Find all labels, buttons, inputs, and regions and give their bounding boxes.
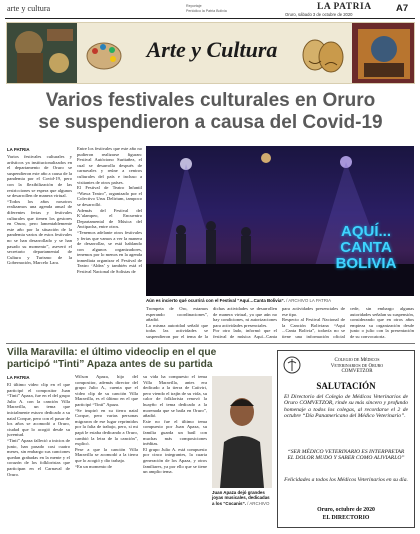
section-divider bbox=[6, 343, 415, 344]
main-headline-line2: se suspendieron a causa del Covid-19 bbox=[38, 112, 383, 133]
section-label: arte y cultura bbox=[7, 4, 51, 13]
article1-byline: LA PATRIA bbox=[7, 147, 30, 152]
article1-col1: Varios festivales culturales y artísticos ya institucionalizados en el departamento de Oruro se suspendieron este año a causa de la pandemia por el Covid-19, pero con la flexibilización de las restricciones se espera que algunos se desarrollen de manera virtual. “Todos los años nosotros realizamos una agenda anual de diferentes ferias y festivales culturales que tienen los gestores en Oruro, pero lamentablemente este año por la situación de la pandemia varios de estos festivales no se han desarrollado y se han pasado su momento”, aseveró el secretario departamental de Cultura y Turismo de la Gobernación, Marcelo Lara. bbox=[7, 154, 72, 266]
article2-headline-line2: participó “Tinti” Apaza antes de su partida bbox=[7, 359, 213, 370]
main-headline-line1: Varios festivales culturales en Oruro bbox=[45, 90, 376, 111]
article1-col2: Entre los festivales que este año no pudieron realizarse figuran: Festival Autóctono Suritañez, el cual se desarrolla después de carnavales y reúne a centros culturales del país e incluso a visitantes de otros países. El Festival de Teatro Infantil “Wawa Teatro”, organizado por el Colectivo Urus Delirium, tampoco se desarrolló. Además del Festival del K’alampeo, el Encuentro Departamental de Música del Awtipacha, entre otros. “Tenemos adelante otros festivales y ferias que vamos a ver la manera de desarrollar, se está hablando con algunos organizadores, tenemos por lo menos en la agenda inmediata organizar el Festival de Teatro ‘Aldea’ y también está el Festival Nacional de Solistas de bbox=[77, 146, 142, 275]
banner-title: Arte y Cultura bbox=[146, 37, 278, 62]
artist-photo-caption-credit: / ARCHIVO bbox=[247, 500, 270, 506]
notice-body: El Directorio del Colegio de Médicos Veterinarios de Oruro COMVETZOR, rinde su más sincero y profundo homenaje a todos los colegas, al recordarse el 2 de octubre “Día Panamericano del Médico Veterinario”. bbox=[284, 394, 408, 420]
masks-icon bbox=[297, 33, 349, 77]
artist-photo-caption-text: Juan Apaza dejó grandes joyas musicales, dedicadas a los “Cocanis”. bbox=[212, 490, 270, 506]
photo-caption bbox=[146, 298, 414, 303]
stage-lights-icon bbox=[146, 146, 414, 296]
notice-org2: Veterinarios de Oruro bbox=[330, 364, 384, 369]
culture-banner bbox=[6, 22, 415, 84]
header-rule bbox=[5, 18, 415, 19]
page-number: A7 bbox=[396, 3, 409, 14]
salutation-notice bbox=[277, 350, 415, 528]
artist-photo bbox=[212, 376, 272, 488]
article1-col5: para actividades presenciales de ese tipo. Respecto al Festival Nacional de la Canción Boliviana “Aquí ...Canta Bolivia”, todavía no se tiene una información oficial bbox=[282, 306, 345, 339]
photo-caption-text: Aún es incierto qué ocurrirá con el Festival “Aquí…Canta Bolivia”. bbox=[146, 298, 285, 303]
article2-col2: Wilson Apaza, hijo del compositor, además director del grupo Julio A., cuenta que el video clip de su canción Villa Maravilla, es el último en el que participó “Tinti” Apaza. “Se inspiró en su tierra natal Corque, pero varias personas migraron de ese lugar reprimidos por la falta de trabajo, pero, si mi papá le estaba dedicando a Oruro, cambió la letra de la canción”, explicó. Pese a que la canción Villa Maravilla se acomodó a la tierra que lo acogió y dio trabajo. “En un momento de bbox=[75, 374, 138, 469]
article2-col1: El último video clip en el que participó el compositor Juan “Tinti” Apaza, fue en el del grupo Julio A. con la canción Villa Maravilla, un tema que inicialmente estuvo dedicado a su natal Corque, pero con el pasar de los años se acomodó a Oruro, ciudad que lo acogió desde su juventud. “Tinti” Apaza falleció a inicios de junio, han pasado casi cuatro meses, sin embargo sus canciones quedan grabadas en la mente y el corazón de los folkloristas que participan en el Carnaval de Oruro. bbox=[7, 382, 70, 477]
photo-overlay-text: AQUÍ... CANTA BOLIVIA bbox=[335, 223, 397, 272]
painting-left-icon bbox=[7, 23, 77, 84]
article1-col4: dichas actividades se desarrollen de manera virtual, ya que aún no hay condiciones, ni autorizaciones para actividades presenciales. Por otro lado, informó que el festival de música Aquí...Canta bbox=[213, 306, 277, 339]
paper-name: LA PATRIA bbox=[317, 2, 372, 12]
notice-closing: Felicidades a todos los Médicos Veterinarios en su día. bbox=[284, 477, 408, 483]
notice-title: SALUTACIÓN bbox=[316, 381, 376, 391]
article2-col3: su vida ha compuesto el tema Villa Maravilla, antes era dedicado a la tierra de Caiiviri, pero viendo el trajín de su vida, su calor de folklorista renovó la huayño el tema dedicado a la morenada que se baila en Oruro”, añadió. Este no fue el último tema compuesto por Juan Apaza, su familia guarda un baúl con muchas más composiciones inéditas. El grupo Julio A. está compuesto por cinco integrantes, la cuarta generación de los Apaza, y otros familiares, ya por ello que se tiene un amplio tema. bbox=[143, 374, 207, 475]
article2-headline-line1: Villa Maravilla: el último videoclip en el que bbox=[7, 347, 217, 358]
vet-logo-icon bbox=[283, 356, 301, 374]
palette-icon bbox=[85, 39, 123, 73]
notice-signature: EL DIRECTORIO bbox=[322, 515, 370, 521]
date-line: Oruro, sábado 3 de octubre de 2020 bbox=[285, 12, 353, 17]
portrait-icon bbox=[212, 376, 272, 488]
photo-caption-credit: / ARCHIVO LA PATRIA bbox=[286, 298, 332, 303]
notice-place: Oruro, octubre de 2020 bbox=[317, 507, 375, 513]
header-tag-sub: Periódico la Patria Bolivia bbox=[186, 9, 227, 13]
header-tag: Reportaje bbox=[186, 4, 202, 8]
notice-org1: Colegio de Médicos bbox=[334, 358, 380, 363]
article1-col6: cede, sin embargo algunas autoridades señalan su suspensión, considerando que en otros años empieza su organización desde junio o julio con la presentación de su convocatoria. bbox=[350, 306, 414, 339]
article2-byline: LA PATRIA bbox=[7, 375, 30, 380]
notice-org3: COMVETZOR bbox=[341, 369, 373, 374]
article1-col3: Trompeta de Oro, estamos esperando coordinaciones”, añadió. La misma autoridad señaló que todas las actividades se suspendieron por el tema de la bbox=[146, 306, 208, 339]
notice-motto: “SER MÉDICO VETERINARIO ES INTERPRETAR EL DOLOR MUDO Y SABER COMO ALIVIARLO” bbox=[287, 449, 405, 462]
painting-right-icon bbox=[352, 23, 415, 84]
festival-photo bbox=[146, 146, 414, 296]
artist-photo-caption bbox=[212, 490, 272, 506]
